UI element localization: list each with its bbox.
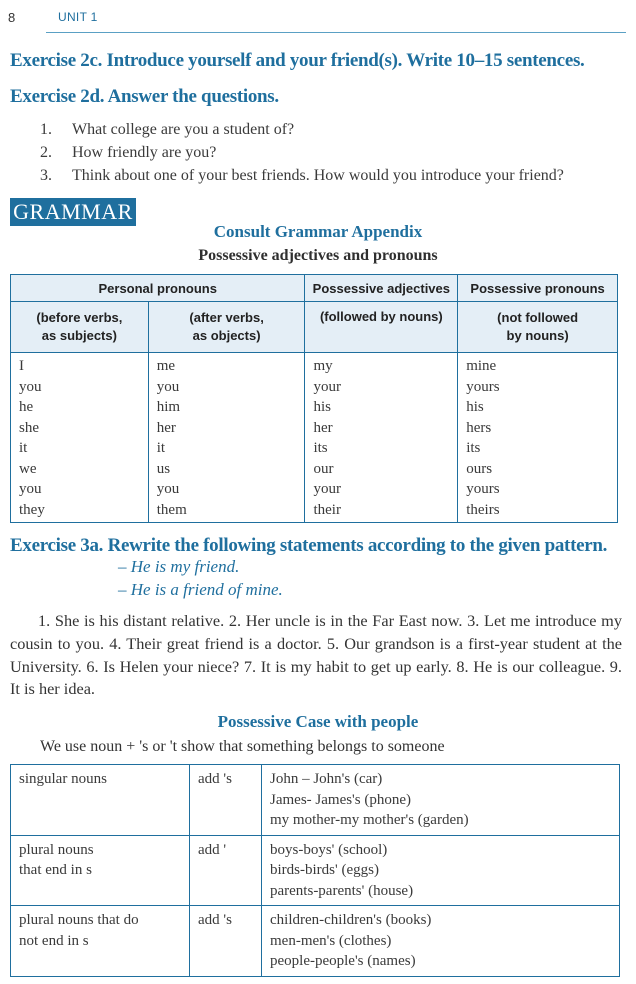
subheader-line: as subjects) [41,328,117,343]
example-line: children-children's (books) [270,912,432,928]
consult-appendix-title: Consult Grammar Appendix [213,222,423,241]
object-pronoun: it [156,440,166,456]
subject-pronoun: you [19,481,42,497]
pattern-example-1: – He is my friend. [118,557,240,576]
noun-type-cell [11,835,190,906]
adjectives-column [305,353,458,523]
examples-cell [262,835,620,906]
possessive-pronoun: his [466,399,484,415]
page-number: 8 [8,10,16,25]
subheader-pronouns [458,302,618,353]
header-rule [46,32,626,33]
object-pronoun: them [156,501,187,518]
subject-pronoun: you [19,378,42,395]
noun-type-cell [11,765,190,836]
possessive-pronoun: yours [466,378,500,395]
noun-type-cell [11,906,190,977]
subject-pronoun: I [19,358,24,374]
exercise-3a-text: 1. She is his distant relative. 2. Her uncle is in the Far East now. 3. Let me introduce my cousin to you. 4. Their great friend is a doctor. 5. Our grandson is a first-year student at the University. 6. Is Helen your niece? 7. It is my habit to get up early. 8. He is our colleague. 9. It is her idea. [10,611,622,699]
example-line: John – John's (car) [270,771,383,787]
example-line: men-men's (clothes) [270,932,392,949]
question-text: How friendly are you? [72,144,217,161]
unit-label: UNIT 1 [58,10,98,24]
noun-type-line: singular nouns [19,771,107,787]
possessive-pronoun: mine [466,358,497,374]
rule-cell: add ' [190,835,262,906]
possessive-adjective: our [313,460,334,477]
object-pronoun: him [156,399,181,415]
table-row [11,906,620,977]
object-pronoun: me [156,358,176,374]
grammar-label: GRAMMAR [10,198,136,226]
subjects-column [11,353,149,523]
object-pronoun: you [156,378,180,395]
subheader-line: (followed by nouns) [319,309,443,324]
rule-cell: add 's [190,906,262,977]
pattern-example-2: – He is a friend of mine. [118,580,283,599]
subheader-line: by nouns) [506,328,569,343]
example-line: birds-birds' (eggs) [270,862,379,878]
question-item [40,141,564,164]
possessive-pronoun: theirs [466,501,500,518]
example-line: James- James's (phone) [270,791,411,808]
object-pronoun: her [156,419,176,436]
possessive-adjective: your [313,378,341,395]
pronoun-table [10,274,618,523]
possessive-adjective: your [313,481,341,497]
question-text: Think about one of your best friends. How would you introduce your friend? [72,167,564,184]
question-list [40,118,564,187]
noun-type-line: not end in s [19,932,89,949]
subject-pronoun: he [19,399,34,415]
question-number: 3. [40,167,52,184]
possessive-adjective: his [313,399,331,415]
exercise-3a-title: Exercise 3a. Rewrite the following statements according to the given pattern. [10,535,608,556]
question-number: 2. [40,144,52,161]
question-text: What college are you a student of? [72,121,295,138]
header-possessive-adjectives: Possessive adjectives [305,275,458,302]
possessive-case-intro: We use noun + 's or 't show that something belongs to someone [40,738,445,755]
possessive-case-table [10,764,620,977]
possessive-pronoun: yours [466,481,500,497]
table-row [11,835,620,906]
noun-type-line: plural nouns that do [19,912,139,928]
example-line: parents-parents' (house) [270,882,414,899]
possessive-case-title: Possessive Case with people [217,712,419,731]
noun-type-line: that end in s [19,862,92,878]
example-line: my mother-my mother's (garden) [270,812,469,828]
possessive-adjective: its [313,440,328,456]
possessive-adjective: their [313,501,341,518]
rule-cell: add 's [190,765,262,836]
examples-cell [262,906,620,977]
subheader-adjectives [305,302,458,353]
subheader-line: (not followed [497,310,579,325]
noun-type-line: plural nouns [19,841,94,858]
subheader-subjects [11,302,149,353]
subheader-line: (before verbs, [36,310,123,325]
exercise-2d-title: Exercise 2d. Answer the questions. [10,86,279,107]
subject-pronoun: they [19,501,45,518]
subheader-line: as objects) [192,328,261,343]
object-pronoun: us [156,460,171,477]
subject-pronoun: she [19,419,39,436]
pronouns-column [458,353,618,523]
examples-cell [262,765,620,836]
header-possessive-pronouns: Possessive pronouns [458,275,618,302]
subheader-line: (after verbs, [189,310,264,325]
page-header [8,8,626,32]
possessive-pronoun: ours [466,460,493,477]
object-pronoun: you [156,481,180,497]
question-item [40,164,564,187]
header-personal-pronouns: Personal pronouns [11,275,305,302]
table-row [11,765,620,836]
question-number: 1. [40,121,52,138]
exercise-2c-title: Exercise 2c. Introduce yourself and your friend(s). Write 10–15 sentences. [10,50,585,71]
possessive-adjective: her [313,419,333,436]
possessive-subtitle: Possessive adjectives and pronouns [198,247,438,264]
example-line: boys-boys' (school) [270,841,388,858]
subject-pronoun: we [19,460,37,477]
example-line: people-people's (names) [270,953,416,969]
possessive-pronoun: hers [466,419,492,436]
possessive-pronoun: its [466,440,481,456]
objects-column [148,353,305,523]
possessive-adjective: my [313,358,333,374]
subject-pronoun: it [19,440,28,456]
subheader-objects [148,302,305,353]
question-item [40,118,564,141]
